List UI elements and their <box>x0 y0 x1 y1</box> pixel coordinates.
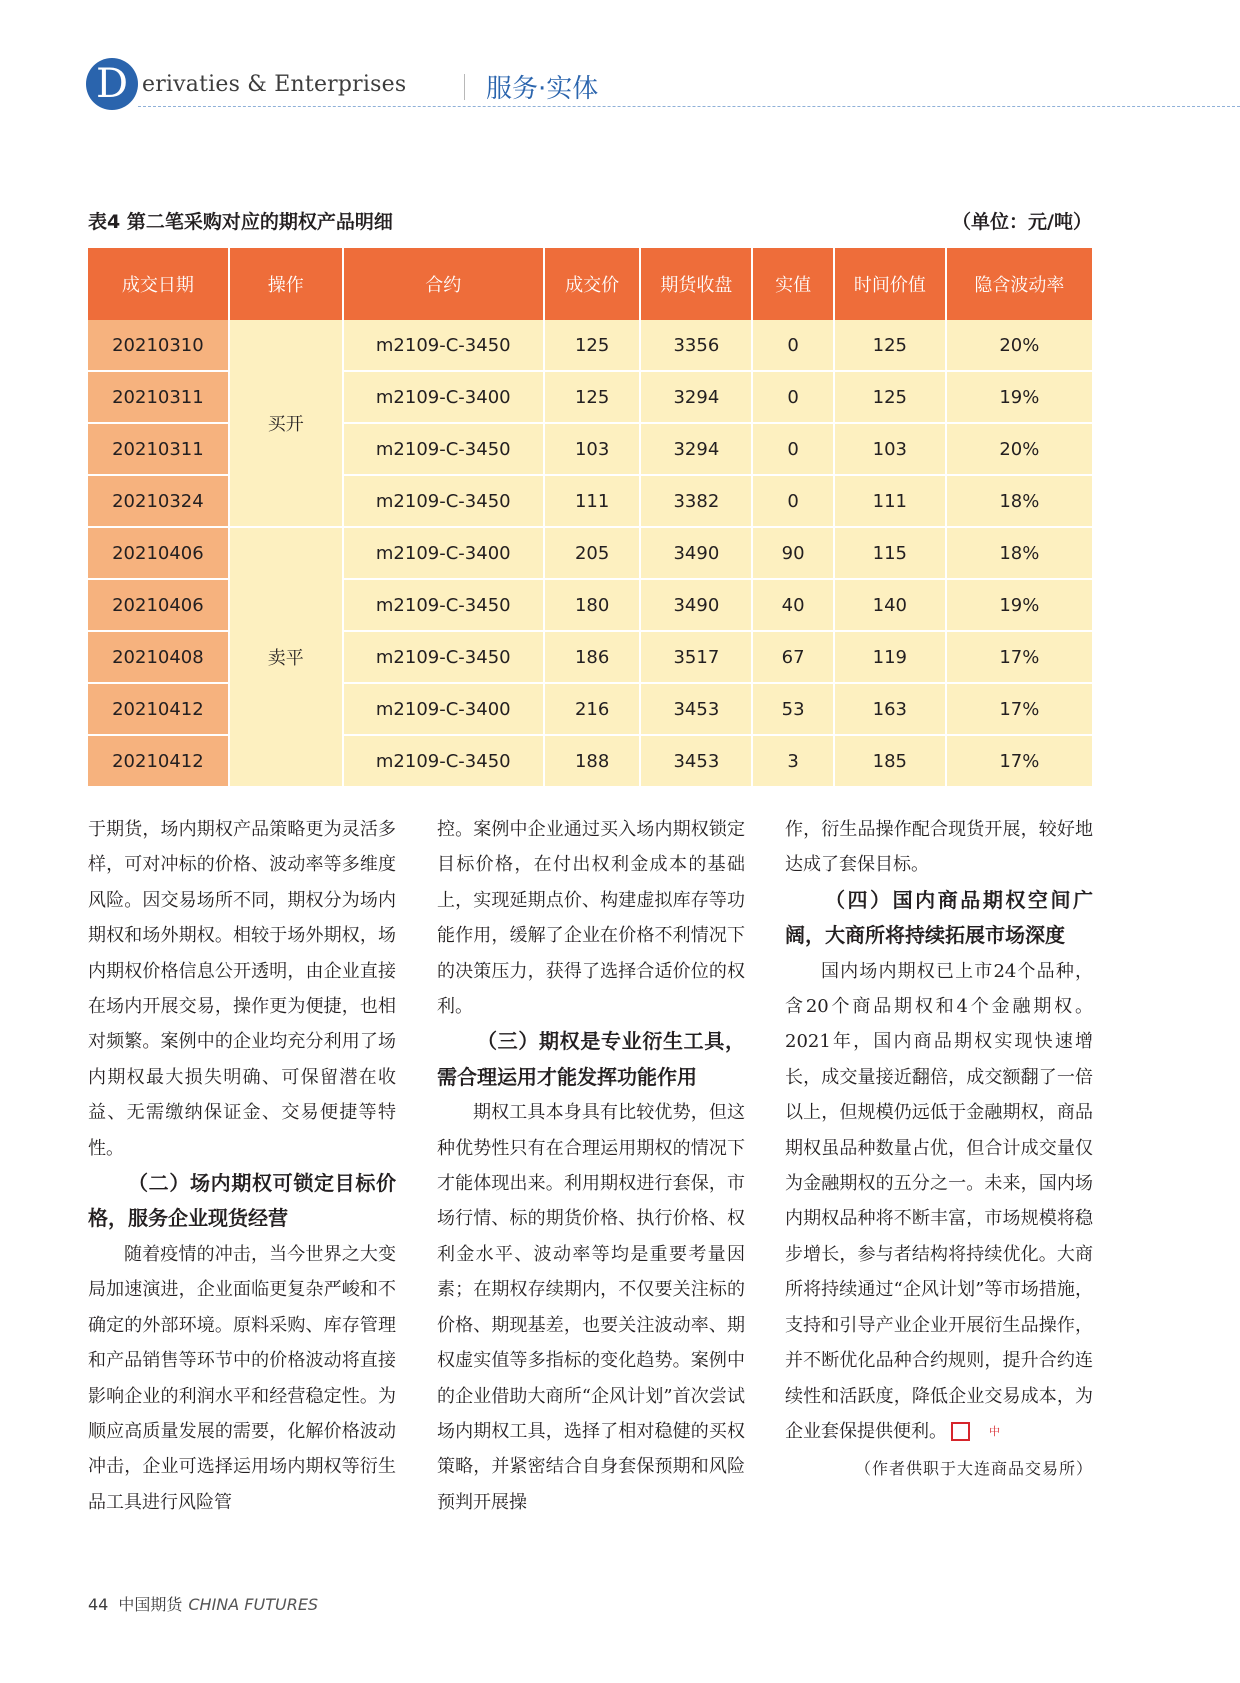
text-column-2 <box>437 812 745 1520</box>
intrinsic-value-cell: 53 <box>752 683 834 735</box>
trade-price-cell: 103 <box>544 423 641 475</box>
time-value-cell: 125 <box>834 320 946 371</box>
contract-cell: m2109-C-3450 <box>343 735 544 786</box>
header-dashed-rule <box>138 106 1240 107</box>
column-header: 实值 <box>752 248 834 320</box>
trade-price-cell: 216 <box>544 683 641 735</box>
implied-vol-cell: 20% <box>946 320 1092 371</box>
table-row <box>88 320 1092 371</box>
trade-date-cell: 20210311 <box>88 371 229 423</box>
body-paragraph: 国内场内期权已上市24个品种，含20个商品期权和4个金融期权。2021年，国内商品期权实现快速增长，成交量接近翻倍，成交额翻了一倍以上，但规模仍远低于金融期权，商品期权虽品种数量占优，但合计成交量仅为金融期权的五分之一。未来，国内场内期权品种将不断丰富，市场规模将稳步增长，参与者结构将持续优化。大商所将持续通过“企风计划”等市场措施，支持和引导产业企业开展衍生品操作，并不断优化品种合约规则，提升合约连续性和活跃度，降低企业交易成本，为企业套保提供便利。 中 <box>785 960 1093 1442</box>
implied-vol-cell: 19% <box>946 579 1092 631</box>
author-note: （作者供职于大连商品交易所） <box>854 1459 1093 1479</box>
intrinsic-value-cell: 0 <box>752 371 834 423</box>
implied-vol-cell: 20% <box>946 423 1092 475</box>
body-paragraph: 随着疫情的冲击，当今世界之大变局加速演进，企业面临更复杂严峻和不确定的外部环境。原料采购、库存管理和产品销售等环节中的价格波动将直接影响企业的利润水平和经营稳定性。为顺应高质量发展的需要，化解价格波动冲击，企业可选择运用场内期权等衍生品工具进行风险管 <box>88 1243 396 1513</box>
trade-price-cell: 125 <box>544 320 641 371</box>
intrinsic-value-cell: 90 <box>752 527 834 579</box>
operation-cell: 卖平 <box>229 527 343 786</box>
time-value-cell: 163 <box>834 683 946 735</box>
text-column-1 <box>88 812 396 1520</box>
page-number: 44 <box>88 1595 109 1614</box>
implied-vol-cell: 17% <box>946 735 1092 786</box>
trade-date-cell: 20210311 <box>88 423 229 475</box>
trade-date-cell: 20210406 <box>88 579 229 631</box>
body-paragraph: 于期货，场内期权产品策略更为灵活多样，可对冲标的价格、波动率等多维度风险。因交易场所不同，期权分为场内期权和场外期权。相较于场外期权，场内期权价格信息公开透明，由企业直接在场内开展交易，操作更为便捷，也相对频繁。案例中的企业均充分利用了场内期权最大损失明确、可保留潜在收益、无需缴纳保证金、交易便捷等特性。 <box>88 819 396 1159</box>
implied-vol-cell: 17% <box>946 631 1092 683</box>
trade-price-cell: 180 <box>544 579 641 631</box>
column-header: 隐含波动率 <box>946 248 1092 320</box>
section-title: 服务·实体 <box>486 74 599 104</box>
page-header <box>86 58 1240 118</box>
trade-price-cell: 205 <box>544 527 641 579</box>
intrinsic-value-cell: 0 <box>752 320 834 371</box>
trade-price-cell: 125 <box>544 371 641 423</box>
table-unit: （单位：元/吨） <box>952 211 1092 233</box>
intrinsic-value-cell: 0 <box>752 423 834 475</box>
futures-close-cell: 3453 <box>640 683 752 735</box>
time-value-cell: 115 <box>834 527 946 579</box>
page-footer <box>88 1592 318 1615</box>
trade-date-cell: 20210412 <box>88 735 229 786</box>
contract-cell: m2109-C-3450 <box>343 475 544 527</box>
futures-close-cell: 3294 <box>640 371 752 423</box>
futures-close-cell: 3490 <box>640 579 752 631</box>
futures-close-cell: 3382 <box>640 475 752 527</box>
header-divider <box>464 74 465 100</box>
time-value-cell: 119 <box>834 631 946 683</box>
magazine-name-en: CHINA FUTURES <box>188 1595 319 1614</box>
trade-date-cell: 20210408 <box>88 631 229 683</box>
trade-date-cell: 20210412 <box>88 683 229 735</box>
implied-vol-cell: 18% <box>946 475 1092 527</box>
time-value-cell: 103 <box>834 423 946 475</box>
column-header: 期货收盘 <box>640 248 752 320</box>
option-detail-table <box>88 248 1092 786</box>
table-caption: 表4 第二笔采购对应的期权产品明细 <box>88 211 393 233</box>
table-row <box>88 527 1092 579</box>
magazine-logo-icon: D <box>86 58 138 110</box>
intrinsic-value-cell: 0 <box>752 475 834 527</box>
section-heading: （三）期权是专业衍生工具，需合理运用才能发挥功能作用 <box>437 1029 745 1089</box>
futures-close-cell: 3356 <box>640 320 752 371</box>
intrinsic-value-cell: 3 <box>752 735 834 786</box>
body-paragraph: 控。案例中企业通过买入场内期权锁定目标价格，在付出权利金成本的基础上，实现延期点价、构建虚拟库存等功能作用，缓解了企业在价格不利情况下的决策压力，获得了选择合适价位的权利。 <box>437 819 745 1018</box>
futures-close-cell: 3517 <box>640 631 752 683</box>
trade-date-cell: 20210310 <box>88 320 229 371</box>
implied-vol-cell: 17% <box>946 683 1092 735</box>
contract-cell: m2109-C-3450 <box>343 631 544 683</box>
column-header: 操作 <box>229 248 343 320</box>
time-value-cell: 185 <box>834 735 946 786</box>
time-value-cell: 125 <box>834 371 946 423</box>
implied-vol-cell: 19% <box>946 371 1092 423</box>
trade-price-cell: 188 <box>544 735 641 786</box>
trade-price-cell: 186 <box>544 631 641 683</box>
contract-cell: m2109-C-3450 <box>343 320 544 371</box>
operation-cell: 买开 <box>229 320 343 527</box>
contract-cell: m2109-C-3400 <box>343 683 544 735</box>
column-header: 成交日期 <box>88 248 229 320</box>
section-heading: （二）场内期权可锁定目标价格，服务企业现货经营 <box>88 1171 396 1231</box>
time-value-cell: 140 <box>834 579 946 631</box>
column-header: 成交价 <box>544 248 641 320</box>
table-body <box>88 320 1092 786</box>
magazine-name-cn: 中国期货 <box>118 1595 183 1614</box>
table-header-row <box>88 248 1092 320</box>
contract-cell: m2109-C-3450 <box>343 579 544 631</box>
column-header: 时间价值 <box>834 248 946 320</box>
intrinsic-value-cell: 40 <box>752 579 834 631</box>
body-paragraph: 期权工具本身具有比较优势，但这种优势性只有在合理运用期权的情况下才能体现出来。利用期权进行套保，市场行情、标的期货价格、执行价格、权利金水平、波动率等均是重要考量因素；在期权存续期内，不仅要关注标的价格、期现基差，也要关注波动率、期权虚实值等多指标的变化趋势。案例中的企业借助大商所“企风计划”首次尝试场内期权工具，选择了相对稳健的买权策略，并紧密结合自身套保预期和风险预判开展操 <box>437 1102 745 1513</box>
intrinsic-value-cell: 67 <box>752 631 834 683</box>
body-paragraph: 作，衍生品操作配合现货开展，较好地达成了套保目标。 <box>785 819 1093 876</box>
contract-cell: m2109-C-3400 <box>343 527 544 579</box>
text-column-3 <box>785 812 1093 1486</box>
trade-date-cell: 20210406 <box>88 527 229 579</box>
article-end-mark-icon: 中 <box>951 1422 970 1441</box>
contract-cell: m2109-C-3400 <box>343 371 544 423</box>
time-value-cell: 111 <box>834 475 946 527</box>
column-header: 合约 <box>343 248 544 320</box>
trade-price-cell: 111 <box>544 475 641 527</box>
contract-cell: m2109-C-3450 <box>343 423 544 475</box>
futures-close-cell: 3490 <box>640 527 752 579</box>
futures-close-cell: 3294 <box>640 423 752 475</box>
futures-close-cell: 3453 <box>640 735 752 786</box>
section-heading: （四）国内商品期权空间广阔，大商所将持续拓展市场深度 <box>785 887 1093 948</box>
trade-date-cell: 20210324 <box>88 475 229 527</box>
header-title-en: erivaties & Enterprises <box>142 72 407 97</box>
implied-vol-cell: 18% <box>946 527 1092 579</box>
